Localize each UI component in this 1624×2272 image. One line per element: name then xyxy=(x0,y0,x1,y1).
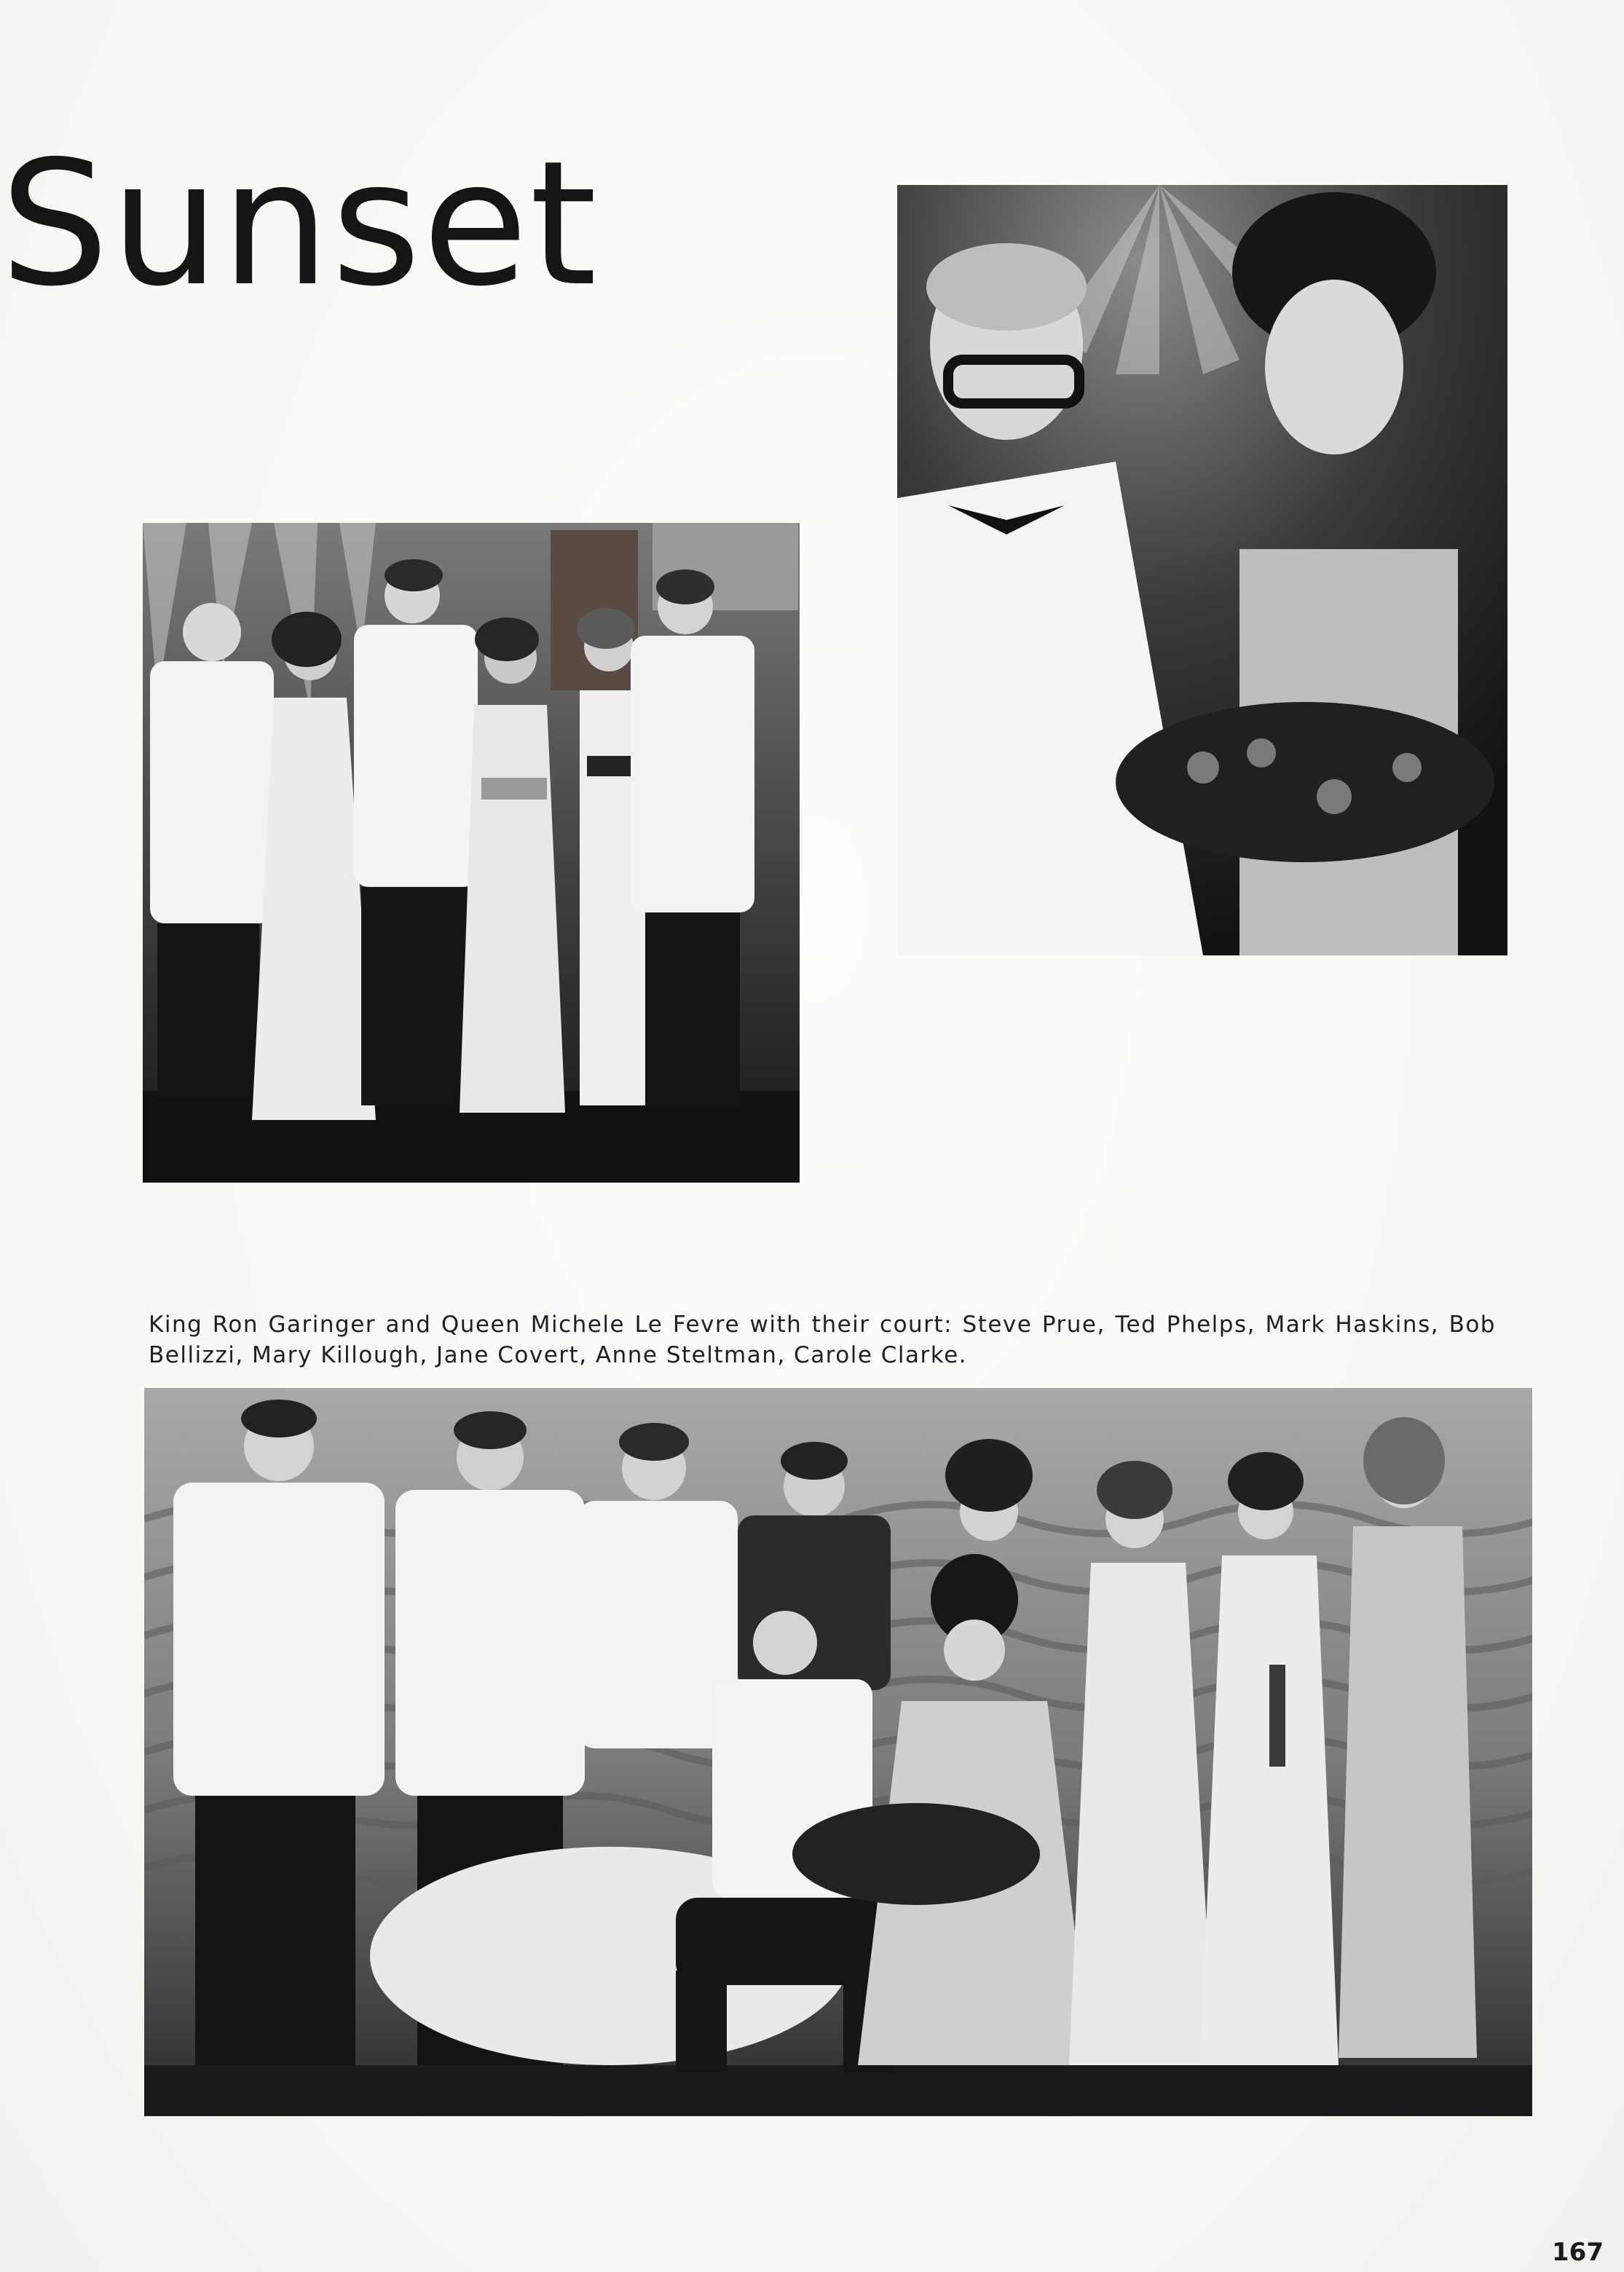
royal-court-group-photo-art xyxy=(144,1388,1532,2116)
receiving-line-photo xyxy=(143,523,800,1183)
royal-court-group-photo xyxy=(144,1388,1532,2116)
king-queen-photo xyxy=(897,185,1507,955)
photo-caption: King Ron Garinger and Queen Michele Le Fevre with their court: Steve Prue, Ted Phelps, Mark Haskins, Bob Bellizzi, Mary Killough, Jane Covert, Anne Steltman, Carole Clarke. xyxy=(149,1311,1496,1368)
page-number: 167 xyxy=(1552,2238,1604,2267)
king-queen-photo-art xyxy=(897,185,1507,955)
page-title: Sunset xyxy=(0,124,599,324)
receiving-line-photo-art xyxy=(143,523,800,1183)
